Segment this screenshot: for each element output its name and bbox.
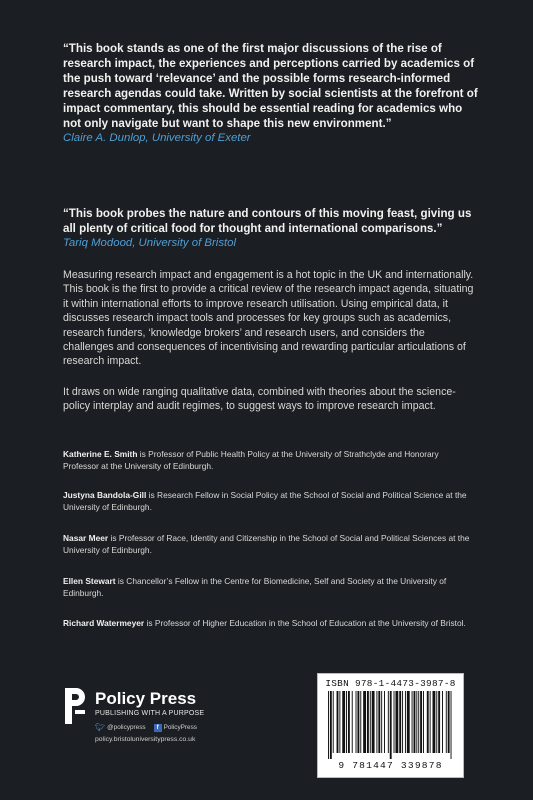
barcode-bar [348, 691, 350, 753]
author-name: Katherine E. Smith [63, 449, 138, 459]
author-bio [63, 532, 475, 557]
barcode-bar [330, 691, 332, 759]
publisher-name: Policy Press [95, 689, 197, 708]
barcode-bar [416, 691, 417, 753]
barcode-bar [339, 691, 340, 753]
barcode-bar [357, 691, 359, 753]
author-name: Richard Watermeyer [63, 618, 145, 628]
barcode-bar [405, 691, 406, 753]
author-name: Ellen Stewart [63, 576, 116, 586]
isbn-number: 9 781447 339878 [338, 760, 443, 771]
barcode-bar [433, 691, 436, 753]
barcode-bar [376, 691, 377, 753]
author-bio-text: is Professor of Race, Identity and Citizenship in the School of Social and Political Sciences at the University of Edinburgh. [63, 533, 470, 556]
barcode-bar [328, 691, 329, 759]
isbn-label: ISBN 978-1-4473-3987-8 [325, 678, 456, 689]
facebook-handle: PolicyPress [163, 724, 197, 731]
barcode-bar [442, 691, 443, 753]
barcode-bar [420, 691, 422, 753]
barcode-bar [402, 691, 403, 753]
barcode-bar [378, 691, 380, 753]
publisher-url: policy.bristoluniversitypress.co.uk [95, 736, 196, 743]
isbn-barcode [317, 673, 464, 778]
description-paragraph: Measuring research impact and engagement is a hot topic in the UK and internationally. This book is the first to provide a critical review of the research impact agenda, situating it within international efforts to improve research utilisation. Using empirical data, it discusses research impact tools and processes for key groups such as academics, research funders, ‘knowledge brokers’ and research users, and considers the challenges and consequences of incentivising and rewarding particular articulations of research impact. [63, 269, 474, 368]
quote-attribution: Claire A. Dunlop, University of Exeter [63, 132, 251, 144]
author-name: Nasar Meer [63, 533, 109, 543]
author-bio [63, 575, 475, 600]
barcode-bar [356, 691, 357, 753]
author-bio-text: is Professor of Higher Education in the School of Education at the University of Bristol. [144, 618, 466, 628]
barcode-bar [407, 691, 410, 753]
quote-text: “This book probes the nature and contours of this moving feast, giving us all plenty of critical food for thought and international comparisons.” [63, 207, 472, 235]
barcode-bar [363, 691, 366, 753]
author-bio-text: is Chancellor’s Fellow in the Centre for Biomedicine, Self and Society at the University of Edinburgh. [63, 576, 447, 599]
twitter-handle: @policypress [107, 724, 146, 731]
barcode-bar [446, 691, 447, 753]
barcode-bar [372, 691, 375, 753]
endorsement-quote [63, 41, 483, 146]
quote-text: “This book stands as one of the first major discussions of the rise of research impact, the experiences and perceptions carried by academics of the push toward ‘relevance’ and the possible forms research-informed research agendas could take. Written by social scientists at the forefront of impact commentary, this should be essential reading for academics who not only navigate but want to shape this new environment.” [63, 42, 478, 130]
barcode-bar [423, 691, 424, 753]
policy-press-logo-icon [63, 686, 87, 726]
barcode-bar [381, 691, 382, 753]
social-links [95, 723, 197, 732]
barcode-bar [367, 691, 369, 753]
barcode-bar [346, 691, 347, 753]
barcode-bar [427, 691, 429, 753]
description-paragraph: It draws on wide ranging qualitative data, combined with theories about the science-policy interplay and audit regimes, to suggest ways to improve research impact. [63, 386, 456, 413]
barcode-bar [390, 691, 392, 759]
endorsement-quote [63, 206, 483, 251]
author-bio [63, 617, 475, 629]
barcode-bar [436, 691, 437, 753]
barcode-bar [360, 691, 361, 753]
barcode-bars [326, 691, 456, 759]
twitter-icon: 🐦︎ [95, 723, 106, 732]
barcode-bar [394, 691, 395, 753]
barcode-bar [399, 691, 401, 753]
author-name: Justyna Bandola-Gill [63, 490, 147, 500]
author-bio [63, 448, 475, 473]
barcode-bar [412, 691, 413, 753]
barcode-bar [418, 691, 419, 753]
barcode-bar [451, 691, 452, 759]
author-bio-text: is Professor of Public Health Policy at the University of Strathclyde and Honorary Professor at the University of Edinburgh. [63, 449, 439, 472]
publisher-tagline: PUBLISHING WITH A PURPOSE [95, 710, 205, 717]
barcode-bar [352, 691, 353, 753]
author-bio-text: is Research Fellow in Social Policy at the School of Social and Political Science at the University of Edinburgh. [63, 490, 467, 513]
barcode-bar [384, 691, 385, 753]
barcode-bar [337, 691, 339, 753]
barcode-bar [388, 691, 389, 753]
barcode-bar [395, 691, 398, 753]
publisher-block [63, 686, 283, 766]
author-bio [63, 489, 475, 514]
barcode-bar [333, 691, 334, 753]
facebook-icon: f [154, 724, 162, 732]
barcode-bar [438, 691, 440, 753]
barcode-bar [448, 691, 450, 753]
barcode-bar [342, 691, 345, 753]
barcode-bar [430, 691, 431, 753]
barcode-bar [414, 691, 416, 753]
barcode-bar [370, 691, 371, 753]
quote-attribution: Tariq Modood, University of Bristol [63, 237, 237, 249]
